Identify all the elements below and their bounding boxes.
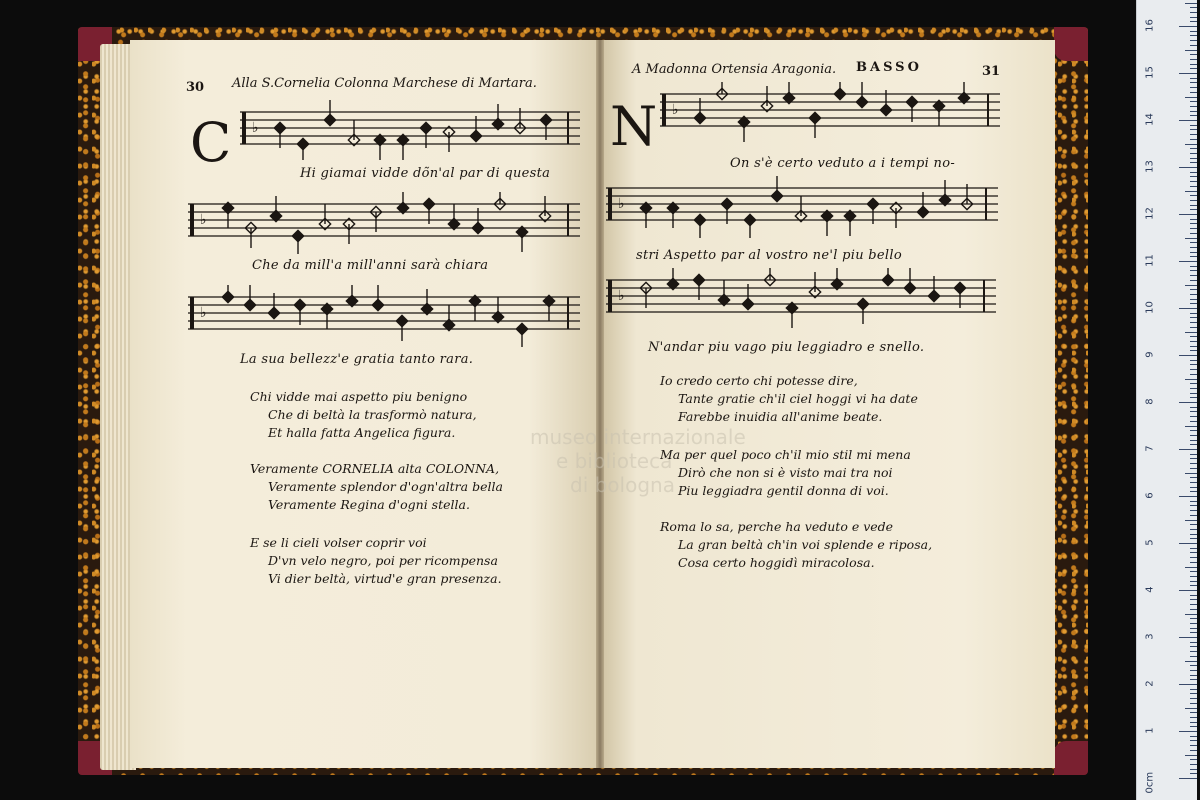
ruler-tick bbox=[1190, 139, 1197, 140]
ruler-tick bbox=[1179, 402, 1197, 403]
ruler-tick bbox=[1179, 26, 1197, 27]
ruler-tick bbox=[1185, 661, 1197, 662]
music-staff bbox=[660, 82, 1000, 142]
ruler-tick bbox=[1190, 35, 1197, 36]
ruler-tick bbox=[1185, 50, 1197, 51]
clef-mark bbox=[608, 188, 612, 220]
ruler-tick bbox=[1190, 209, 1197, 210]
ruler-tick bbox=[1190, 317, 1197, 318]
ruler-tick bbox=[1190, 158, 1197, 159]
flat-sign: ♭ bbox=[618, 288, 625, 304]
flat-sign: ♭ bbox=[618, 196, 625, 212]
ruler-tick bbox=[1190, 280, 1197, 281]
ruler-number: 3 bbox=[1144, 633, 1156, 640]
ruler-number: 1 bbox=[1144, 727, 1156, 734]
ruler-tick bbox=[1190, 54, 1197, 55]
music-staff bbox=[606, 176, 998, 238]
ruler-tick bbox=[1190, 430, 1197, 431]
ruler-tick bbox=[1190, 609, 1197, 610]
ruler-tick bbox=[1190, 397, 1197, 398]
ruler-number: 12 bbox=[1144, 207, 1156, 220]
ruler-tick bbox=[1190, 134, 1197, 135]
ruler-tick bbox=[1190, 153, 1197, 154]
ruler-tick bbox=[1190, 181, 1197, 182]
ruler-tick bbox=[1179, 308, 1197, 309]
ruler-tick bbox=[1190, 252, 1197, 253]
binding-corner bbox=[1054, 741, 1088, 775]
ruler-tick bbox=[1190, 759, 1197, 760]
ruler-tick bbox=[1185, 755, 1197, 756]
ruler-tick bbox=[1185, 708, 1197, 709]
ruler-tick bbox=[1190, 698, 1197, 699]
verse-line: Cosa certo hoggidì miracolosa. bbox=[678, 555, 875, 570]
ruler-number: 9 bbox=[1144, 351, 1156, 358]
ruler-tick bbox=[1190, 327, 1197, 328]
ruler-tick bbox=[1190, 40, 1197, 41]
ruler-number: 7 bbox=[1144, 445, 1156, 452]
ruler-tick bbox=[1190, 538, 1197, 539]
ruler-tick bbox=[1179, 731, 1197, 732]
ruler-tick bbox=[1190, 651, 1197, 652]
ruler-tick bbox=[1190, 416, 1197, 417]
verse-line: Dirò che non si è visto mai tra noi bbox=[678, 465, 893, 480]
watermark-line: e biblioteca bbox=[556, 449, 673, 473]
ruler-tick bbox=[1190, 31, 1197, 32]
verse-stanza bbox=[660, 446, 911, 500]
ruler-tick bbox=[1190, 557, 1197, 558]
ruler-tick bbox=[1190, 628, 1197, 629]
ruler-tick bbox=[1185, 473, 1197, 474]
left-initial-letter: C bbox=[190, 111, 232, 174]
verse-stanza bbox=[660, 372, 918, 426]
ruler-tick bbox=[1190, 186, 1197, 187]
lyric-line: N'andar piu vago piu leggiadro e snello. bbox=[648, 340, 925, 355]
verse-stanza bbox=[660, 518, 932, 572]
watermark-line: di bologna bbox=[570, 473, 675, 497]
ruler-tick bbox=[1190, 176, 1197, 177]
ruler-tick bbox=[1190, 712, 1197, 713]
ruler-tick bbox=[1190, 303, 1197, 304]
ruler-tick bbox=[1179, 449, 1197, 450]
ruler-tick bbox=[1179, 73, 1197, 74]
ruler-tick bbox=[1190, 294, 1197, 295]
ruler-number: 13 bbox=[1144, 160, 1156, 173]
ruler-tick bbox=[1190, 440, 1197, 441]
ruler-tick bbox=[1190, 421, 1197, 422]
ruler-tick bbox=[1190, 576, 1197, 577]
ruler-tick bbox=[1190, 7, 1197, 8]
ruler-tick bbox=[1190, 45, 1197, 46]
ruler-tick bbox=[1185, 97, 1197, 98]
ruler-number: 16 bbox=[1144, 19, 1156, 32]
ruler-tick bbox=[1190, 487, 1197, 488]
ruler-tick bbox=[1190, 21, 1197, 22]
lyric-line: Hi giamai vidde dõn'al par di questa bbox=[300, 166, 551, 181]
flat-sign: ♭ bbox=[672, 102, 679, 118]
ruler-tick bbox=[1185, 520, 1197, 521]
verse-line: Veramente CORNELIA alta COLONNA, bbox=[250, 461, 500, 476]
ruler-tick bbox=[1190, 200, 1197, 201]
ruler-tick bbox=[1190, 501, 1197, 502]
verse-line: Veramente Regina d'ogni stella. bbox=[268, 497, 470, 512]
ruler-tick bbox=[1190, 336, 1197, 337]
ruler-tick bbox=[1185, 238, 1197, 239]
ruler-number: 15 bbox=[1144, 66, 1156, 79]
ruler-tick bbox=[1190, 679, 1197, 680]
voice-part-label: BASSO bbox=[856, 60, 922, 75]
ruler-tick bbox=[1190, 101, 1197, 102]
clef-mark bbox=[242, 112, 246, 144]
ruler-tick bbox=[1190, 524, 1197, 525]
ruler-number: 11 bbox=[1144, 254, 1156, 267]
ruler-tick bbox=[1190, 562, 1197, 563]
ruler-tick bbox=[1190, 477, 1197, 478]
ruler-tick bbox=[1190, 148, 1197, 149]
ruler-tick bbox=[1190, 411, 1197, 412]
ruler-tick bbox=[1190, 454, 1197, 455]
music-staff bbox=[606, 268, 996, 330]
ruler-tick bbox=[1190, 82, 1197, 83]
ruler-tick bbox=[1190, 299, 1197, 300]
ruler-tick bbox=[1190, 463, 1197, 464]
ruler-tick bbox=[1190, 482, 1197, 483]
ruler-tick bbox=[1190, 162, 1197, 163]
ruler-tick bbox=[1190, 289, 1197, 290]
ruler-tick bbox=[1190, 665, 1197, 666]
ruler-tick bbox=[1190, 444, 1197, 445]
verse-line: Roma lo sa, perche ha veduto e vede bbox=[660, 519, 894, 534]
ruler-tick bbox=[1190, 534, 1197, 535]
flat-sign: ♭ bbox=[200, 305, 207, 321]
ruler-tick bbox=[1190, 205, 1197, 206]
right-page-header: A Madonna Ortensia Aragonia. bbox=[632, 62, 837, 77]
left-page-number: 30 bbox=[186, 80, 205, 95]
verse-line: Farebbe inuidia all'anime beate. bbox=[678, 409, 883, 424]
lyric-line: La sua bellezz'e gratia tanto rara. bbox=[240, 352, 474, 367]
lyric-line: Che da mill'a mill'anni sarà chiara bbox=[252, 258, 489, 273]
watermark-line: museo internazionale bbox=[530, 425, 746, 449]
ruler-tick bbox=[1190, 703, 1197, 704]
verse-line: Et halla fatta Angelica figura. bbox=[268, 425, 456, 440]
ruler-tick bbox=[1190, 529, 1197, 530]
ruler-tick bbox=[1190, 233, 1197, 234]
verse-line: Ma per quel poco ch'il mio stil mi mena bbox=[660, 447, 911, 462]
ruler-tick bbox=[1190, 78, 1197, 79]
clef-mark bbox=[190, 297, 194, 329]
ruler-tick bbox=[1179, 496, 1197, 497]
verse-line: Io credo certo chi potesse dire, bbox=[660, 373, 858, 388]
ruler-tick bbox=[1190, 242, 1197, 243]
ruler-tick bbox=[1190, 585, 1197, 586]
ruler-tick bbox=[1179, 261, 1197, 262]
ruler-tick bbox=[1190, 106, 1197, 107]
ruler-tick bbox=[1190, 764, 1197, 765]
verse-stanza bbox=[250, 534, 502, 588]
ruler-tick bbox=[1190, 219, 1197, 220]
ruler-tick bbox=[1185, 614, 1197, 615]
ruler-tick bbox=[1190, 693, 1197, 694]
ruler-tick bbox=[1190, 515, 1197, 516]
ruler-tick bbox=[1190, 270, 1197, 271]
ruler-tick bbox=[1190, 726, 1197, 727]
ruler-tick bbox=[1190, 773, 1197, 774]
ruler-tick bbox=[1190, 689, 1197, 690]
ruler-tick bbox=[1190, 12, 1197, 13]
verse-line: Veramente splendor d'ogn'altra bella bbox=[268, 479, 503, 494]
ruler-tick bbox=[1179, 684, 1197, 685]
ruler-tick bbox=[1185, 332, 1197, 333]
ruler-tick bbox=[1179, 778, 1197, 779]
ruler-tick bbox=[1190, 491, 1197, 492]
ruler-tick bbox=[1190, 383, 1197, 384]
ruler-unit-label: 0cm bbox=[1144, 771, 1156, 794]
ruler-tick bbox=[1185, 426, 1197, 427]
verse-line: Che di beltà la trasformò natura, bbox=[268, 407, 477, 422]
ruler-tick bbox=[1190, 115, 1197, 116]
ruler-tick bbox=[1190, 87, 1197, 88]
ruler-tick bbox=[1190, 595, 1197, 596]
ruler-tick bbox=[1190, 266, 1197, 267]
ruler-tick bbox=[1185, 567, 1197, 568]
ruler-tick bbox=[1190, 750, 1197, 751]
ruler-tick bbox=[1190, 92, 1197, 93]
ruler-tick bbox=[1179, 167, 1197, 168]
ruler-tick bbox=[1179, 543, 1197, 544]
ruler-tick bbox=[1190, 350, 1197, 351]
flat-sign: ♭ bbox=[252, 120, 259, 136]
ruler-tick bbox=[1190, 599, 1197, 600]
ruler-tick bbox=[1190, 407, 1197, 408]
ruler-tick bbox=[1179, 637, 1197, 638]
ruler-tick bbox=[1190, 675, 1197, 676]
ruler-tick bbox=[1190, 552, 1197, 553]
ruler-tick bbox=[1190, 364, 1197, 365]
ruler-tick bbox=[1190, 195, 1197, 196]
ruler-tick bbox=[1190, 228, 1197, 229]
book-gutter bbox=[596, 40, 604, 768]
music-staff bbox=[188, 192, 580, 254]
right-page-number: 31 bbox=[982, 64, 1001, 79]
verse-line: La gran beltà ch'in voi splende e riposa, bbox=[678, 537, 933, 552]
ruler-tick bbox=[1185, 379, 1197, 380]
ruler-tick bbox=[1190, 468, 1197, 469]
ruler-tick bbox=[1179, 590, 1197, 591]
ruler-tick bbox=[1190, 223, 1197, 224]
verse-line: Tante gratie ch'il ciel hoggi vi ha date bbox=[678, 391, 918, 406]
ruler-tick bbox=[1190, 59, 1197, 60]
ruler-tick bbox=[1179, 214, 1197, 215]
ruler-tick bbox=[1190, 129, 1197, 130]
ruler-tick bbox=[1190, 769, 1197, 770]
ruler-tick bbox=[1190, 632, 1197, 633]
ruler-number: 10 bbox=[1144, 301, 1156, 314]
ruler-tick bbox=[1190, 172, 1197, 173]
ruler-tick bbox=[1179, 355, 1197, 356]
lyric-line: On s'è certo veduto a i tempi no- bbox=[730, 156, 956, 171]
ruler-number: 5 bbox=[1144, 539, 1156, 546]
clef-mark bbox=[662, 94, 666, 126]
ruler-tick bbox=[1190, 745, 1197, 746]
ruler-tick bbox=[1190, 341, 1197, 342]
ruler-tick bbox=[1190, 125, 1197, 126]
measuring-ruler bbox=[1136, 0, 1197, 800]
music-staff bbox=[240, 100, 580, 160]
ruler-tick bbox=[1190, 642, 1197, 643]
ruler-tick bbox=[1190, 369, 1197, 370]
ruler-tick bbox=[1190, 581, 1197, 582]
ruler-tick bbox=[1190, 313, 1197, 314]
verse-line: D'vn velo negro, poi per ricompensa bbox=[268, 553, 498, 568]
ruler-tick bbox=[1190, 64, 1197, 65]
ruler-tick bbox=[1190, 618, 1197, 619]
ruler-tick bbox=[1190, 740, 1197, 741]
ruler-number: 14 bbox=[1144, 113, 1156, 126]
ruler-tick bbox=[1190, 604, 1197, 605]
ruler-tick bbox=[1190, 374, 1197, 375]
ruler-tick bbox=[1190, 656, 1197, 657]
ruler-tick bbox=[1190, 17, 1197, 18]
music-staff bbox=[188, 285, 580, 347]
binding-corner bbox=[1054, 27, 1088, 61]
ruler-tick bbox=[1190, 275, 1197, 276]
clef-mark bbox=[190, 204, 194, 236]
ruler-tick bbox=[1190, 360, 1197, 361]
verse-stanza bbox=[250, 388, 477, 442]
ruler-number: 4 bbox=[1144, 586, 1156, 593]
verse-line: Vi dier beltà, virtud'e gran presenza. bbox=[268, 571, 502, 586]
verse-line: E se li cieli volser coprir voi bbox=[250, 535, 427, 550]
left-page-header: Alla S.Cornelia Colonna Marchese di Martara. bbox=[232, 76, 537, 91]
ruler-tick bbox=[1179, 120, 1197, 121]
ruler-tick bbox=[1190, 322, 1197, 323]
lyric-line: stri Aspetto par al vostro ne'l piu bello bbox=[636, 248, 902, 263]
ruler-tick bbox=[1190, 722, 1197, 723]
ruler-tick bbox=[1185, 3, 1197, 4]
ruler-tick bbox=[1190, 505, 1197, 506]
ruler-number: 8 bbox=[1144, 398, 1156, 405]
ruler-tick bbox=[1190, 571, 1197, 572]
ruler-tick bbox=[1190, 670, 1197, 671]
ruler-tick bbox=[1190, 623, 1197, 624]
ruler-tick bbox=[1190, 646, 1197, 647]
ruler-tick bbox=[1190, 346, 1197, 347]
ruler-tick bbox=[1190, 510, 1197, 511]
ruler-tick bbox=[1190, 388, 1197, 389]
ruler-tick bbox=[1190, 68, 1197, 69]
verse-stanza bbox=[250, 460, 503, 514]
ruler-tick bbox=[1185, 285, 1197, 286]
verse-line: Piu leggiadra gentil donna di voi. bbox=[678, 483, 889, 498]
ruler-tick bbox=[1185, 144, 1197, 145]
right-initial-letter: N bbox=[610, 95, 658, 158]
clef-mark bbox=[608, 280, 612, 312]
ruler-tick bbox=[1190, 717, 1197, 718]
ruler-tick bbox=[1190, 247, 1197, 248]
ruler-tick bbox=[1190, 548, 1197, 549]
ruler-tick bbox=[1190, 458, 1197, 459]
ruler-tick bbox=[1190, 111, 1197, 112]
flat-sign: ♭ bbox=[200, 212, 207, 228]
ruler-tick bbox=[1190, 435, 1197, 436]
ruler-tick bbox=[1190, 393, 1197, 394]
ruler-number: 6 bbox=[1144, 492, 1156, 499]
ruler-number: 2 bbox=[1144, 680, 1156, 687]
verse-line: Chi vidde mai aspetto piu benigno bbox=[250, 389, 468, 404]
ruler-tick bbox=[1190, 736, 1197, 737]
ruler-tick bbox=[1190, 256, 1197, 257]
ruler-tick bbox=[1185, 191, 1197, 192]
